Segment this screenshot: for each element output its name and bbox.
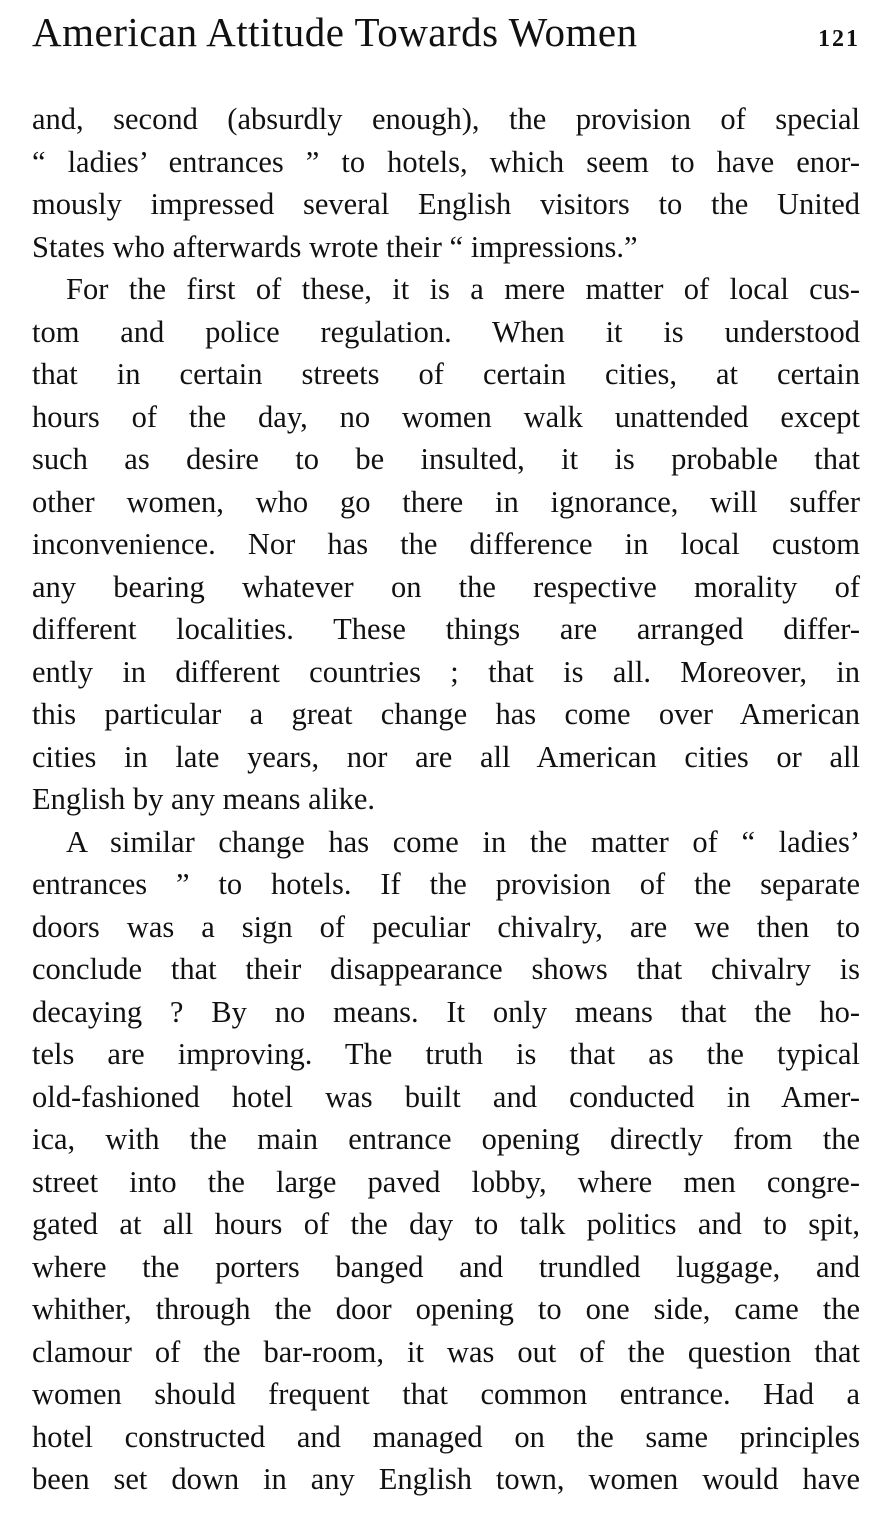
- text-line: conclude that their disappearance shows that chivalry is: [32, 952, 860, 986]
- text-line: other women, who go there in ignorance, will suffer: [32, 484, 860, 519]
- text-line: cities in late years, nor are all American cities or all: [32, 739, 860, 774]
- text-line: decaying ? By no means. It only means that the ho-: [32, 994, 860, 1029]
- text-line: that in certain streets of certain cities, at certain: [32, 357, 860, 391]
- text-line: any bearing whatever on the respective morality of: [32, 569, 860, 604]
- text-line: hours of the day, no women walk unattended except: [32, 399, 860, 434]
- text-line: different localities. These things are arranged differ-: [32, 612, 860, 646]
- text-line: ica, with the main entrance opening directly from the: [32, 1122, 860, 1156]
- text-line: ently in different countries ; that is all. Moreover, in: [32, 654, 860, 689]
- body-text: [32, 98, 860, 1501]
- text-line: old-fashioned hotel was built and conducted in Amer-: [32, 1079, 860, 1114]
- text-line: entrances ” to hotels. If the provision of the separate: [32, 867, 860, 901]
- text-line: such as desire to be insulted, it is probable that: [32, 442, 860, 476]
- text-line: gated at all hours of the day to talk politics and to spit,: [32, 1207, 860, 1241]
- running-head: American Attitude Towards Women: [32, 9, 638, 55]
- text-line: doors was a sign of peculiar chivalry, are we then to: [32, 909, 860, 944]
- text-line: hotel constructed and managed on the same principles: [32, 1419, 860, 1454]
- page-header: [32, 8, 860, 62]
- text-line: States who afterwards wrote their “ impressions.”: [32, 229, 638, 264]
- text-line: this particular a great change has come over American: [32, 697, 860, 731]
- text-line: whither, through the door opening to one side, came the: [32, 1292, 860, 1326]
- text-line: been set down in any English town, women would have: [32, 1462, 860, 1496]
- text-line: For the first of these, it is a mere matter of local cus-: [66, 272, 860, 306]
- text-line: tom and police regulation. When it is understood: [32, 314, 860, 349]
- text-line: clamour of the bar-room, it was out of the question that: [32, 1334, 860, 1369]
- text-line: English by any means alike.: [32, 782, 376, 816]
- text-line: mously impressed several English visitors to the United: [32, 187, 860, 221]
- text-line: street into the large paved lobby, where men congre-: [32, 1164, 860, 1199]
- page-number: 121: [818, 26, 860, 52]
- text-line: A similar change has come in the matter of “ ladies’: [66, 824, 860, 859]
- text-line: “ ladies’ entrances ” to hotels, which seem to have enor-: [32, 144, 860, 179]
- text-line: tels are improving. The truth is that as the typical: [32, 1037, 860, 1071]
- text-line: women should frequent that common entrance. Had a: [32, 1377, 860, 1411]
- text-line: where the porters banged and trundled luggage, and: [32, 1249, 860, 1284]
- text-line: inconvenience. Nor has the difference in local custom: [32, 527, 860, 561]
- text-line: and, second (absurdly enough), the provision of special: [32, 102, 860, 136]
